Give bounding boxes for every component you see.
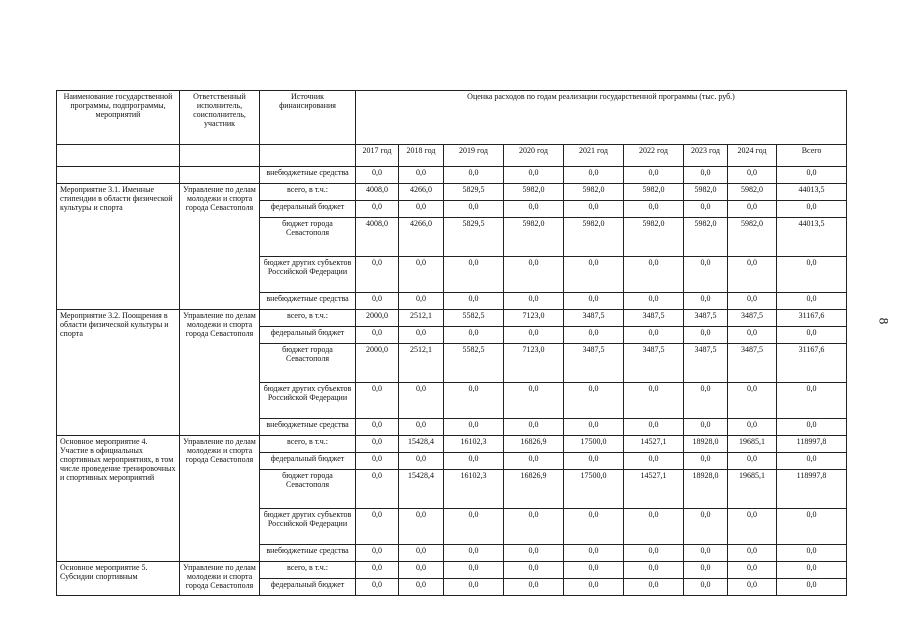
value-cell: 0,0 [564, 509, 624, 545]
value-cell: 0,0 [564, 562, 624, 579]
value-cell: 0,0 [728, 545, 777, 562]
value-cell: 0,0 [356, 436, 399, 453]
value-cell: 5829,5 [444, 218, 504, 257]
value-cell: 0,0 [624, 509, 684, 545]
value-cell: 0,0 [564, 453, 624, 470]
total-cell: 31167,6 [777, 310, 847, 327]
year-header: 2024 год [728, 145, 777, 167]
value-cell: 0,0 [624, 293, 684, 310]
value-cell: 0,0 [399, 509, 444, 545]
year-header: 2017 год [356, 145, 399, 167]
year-header: 2019 год [444, 145, 504, 167]
value-cell: 0,0 [504, 509, 564, 545]
value-cell: 5829,5 [444, 184, 504, 201]
value-cell: 0,0 [728, 293, 777, 310]
value-cell: 5982,0 [564, 218, 624, 257]
value-cell: 14527,1 [624, 436, 684, 453]
value-cell: 2000,0 [356, 344, 399, 383]
value-cell: 0,0 [399, 545, 444, 562]
value-cell: 2000,0 [356, 310, 399, 327]
value-cell: 0,0 [399, 201, 444, 218]
total-cell: 44013,5 [777, 184, 847, 201]
executor-cell: Управление по делам молодежи и спорта города Севастополя [180, 184, 260, 310]
value-cell: 2512,1 [399, 344, 444, 383]
year-header: 2022 год [624, 145, 684, 167]
value-cell: 0,0 [624, 579, 684, 596]
value-cell: 0,0 [728, 419, 777, 436]
value-cell: 0,0 [728, 327, 777, 344]
value-cell: 0,0 [504, 201, 564, 218]
value-cell: 16102,3 [444, 436, 504, 453]
header-estimate: Оценка расходов по годам реализации государственной программы (тыс. руб.) [356, 91, 847, 145]
value-cell: 0,0 [684, 327, 728, 344]
value-cell: 0,0 [399, 453, 444, 470]
header-exec: Ответственный исполнитель, соисполнитель, участник [180, 91, 260, 145]
table-row [57, 184, 847, 201]
years-row [57, 145, 847, 167]
value-cell: 0,0 [504, 293, 564, 310]
value-cell: 5982,0 [624, 184, 684, 201]
value-cell: 0,0 [504, 579, 564, 596]
total-cell: 0,0 [777, 201, 847, 218]
value-cell: 0,0 [684, 257, 728, 293]
value-cell: 0,0 [444, 167, 504, 184]
value-cell: 5982,0 [504, 218, 564, 257]
value-cell: 14527,1 [624, 470, 684, 509]
year-header: 2023 год [684, 145, 728, 167]
value-cell: 2512,1 [399, 310, 444, 327]
value-cell: 0,0 [684, 579, 728, 596]
value-cell: 0,0 [728, 167, 777, 184]
year-header: 2018 год [399, 145, 444, 167]
source-cell: всего, в т.ч.: [260, 562, 356, 579]
value-cell: 0,0 [564, 545, 624, 562]
value-cell: 0,0 [504, 327, 564, 344]
value-cell: 0,0 [356, 293, 399, 310]
value-cell: 0,0 [444, 257, 504, 293]
value-cell: 0,0 [624, 327, 684, 344]
total-cell: 0,0 [777, 579, 847, 596]
value-cell: 0,0 [356, 579, 399, 596]
value-cell: 18928,0 [684, 470, 728, 509]
source-cell: внебюджетные средства [260, 293, 356, 310]
value-cell: 0,0 [624, 383, 684, 419]
value-cell: 5982,0 [728, 184, 777, 201]
value-cell: 0,0 [504, 383, 564, 419]
total-cell: 0,0 [777, 383, 847, 419]
value-cell: 0,0 [444, 419, 504, 436]
source-cell: федеральный бюджет [260, 327, 356, 344]
empty-cell [57, 145, 180, 167]
value-cell: 0,0 [399, 579, 444, 596]
value-cell: 5982,0 [504, 184, 564, 201]
value-cell: 0,0 [728, 201, 777, 218]
value-cell: 0,0 [624, 545, 684, 562]
source-cell: всего, в т.ч.: [260, 184, 356, 201]
value-cell: 0,0 [684, 293, 728, 310]
value-cell: 0,0 [356, 327, 399, 344]
value-cell: 5582,5 [444, 310, 504, 327]
value-cell: 7123,0 [504, 344, 564, 383]
table-row [57, 310, 847, 327]
value-cell: 0,0 [564, 201, 624, 218]
header-source: Источник финансирования [260, 91, 356, 145]
value-cell: 0,0 [504, 257, 564, 293]
value-cell: 4266,0 [399, 184, 444, 201]
total-cell: 118997,8 [777, 436, 847, 453]
value-cell: 16826,9 [504, 470, 564, 509]
value-cell: 4008,0 [356, 218, 399, 257]
source-cell: всего, в т.ч.: [260, 310, 356, 327]
value-cell: 15428,4 [399, 470, 444, 509]
value-cell: 0,0 [444, 293, 504, 310]
value-cell: 0,0 [399, 257, 444, 293]
value-cell: 0,0 [356, 545, 399, 562]
value-cell: 0,0 [399, 327, 444, 344]
value-cell: 0,0 [564, 257, 624, 293]
value-cell: 0,0 [624, 419, 684, 436]
total-cell: 0,0 [777, 453, 847, 470]
source-cell: бюджет города Севастополя [260, 344, 356, 383]
total-cell: 0,0 [777, 419, 847, 436]
value-cell: 0,0 [624, 562, 684, 579]
value-cell: 0,0 [624, 201, 684, 218]
source-cell: бюджет других субъектов Российской Федерации [260, 509, 356, 545]
total-cell: 118997,8 [777, 470, 847, 509]
table-body [57, 91, 847, 596]
table-row [57, 436, 847, 453]
value-cell: 0,0 [356, 470, 399, 509]
empty-cell [260, 145, 356, 167]
table-row [57, 562, 847, 579]
program-name-cell: Основное мероприятие 4. Участие в официальных спортивных мероприятиях, в том числе проведение тренировочных и спортивных мероприятий [57, 436, 180, 562]
source-cell: внебюджетные средства [260, 545, 356, 562]
budget-table [56, 90, 847, 596]
value-cell: 0,0 [356, 167, 399, 184]
program-name-cell: Основное мероприятие 5. Субсидии спортивным [57, 562, 180, 596]
value-cell: 0,0 [444, 201, 504, 218]
source-cell: всего, в т.ч.: [260, 436, 356, 453]
value-cell: 16826,9 [504, 436, 564, 453]
value-cell: 0,0 [728, 453, 777, 470]
value-cell: 7123,0 [504, 310, 564, 327]
value-cell: 0,0 [444, 509, 504, 545]
value-cell: 0,0 [444, 562, 504, 579]
year-header: 2021 год [564, 145, 624, 167]
value-cell: 0,0 [356, 562, 399, 579]
value-cell: 0,0 [444, 579, 504, 596]
value-cell: 0,0 [356, 383, 399, 419]
value-cell: 5582,5 [444, 344, 504, 383]
header-name: Наименование государственной программы, подпрограммы, мероприятий [57, 91, 180, 145]
value-cell: 0,0 [728, 579, 777, 596]
value-cell: 5982,0 [684, 218, 728, 257]
value-cell: 0,0 [399, 383, 444, 419]
value-cell: 0,0 [399, 293, 444, 310]
total-cell: 0,0 [777, 545, 847, 562]
source-cell: федеральный бюджет [260, 579, 356, 596]
total-cell: 0,0 [777, 327, 847, 344]
value-cell: 19685,1 [728, 436, 777, 453]
value-cell: 0,0 [356, 257, 399, 293]
value-cell: 0,0 [684, 545, 728, 562]
value-cell: 17500,0 [564, 436, 624, 453]
value-cell: 0,0 [564, 167, 624, 184]
value-cell: 0,0 [504, 545, 564, 562]
total-cell: 44013,5 [777, 218, 847, 257]
value-cell: 0,0 [624, 257, 684, 293]
value-cell: 0,0 [504, 419, 564, 436]
total-cell: 0,0 [777, 257, 847, 293]
value-cell: 0,0 [564, 383, 624, 419]
value-cell: 0,0 [624, 167, 684, 184]
value-cell: 5982,0 [728, 218, 777, 257]
value-cell: 16102,3 [444, 470, 504, 509]
value-cell: 0,0 [684, 562, 728, 579]
value-cell: 0,0 [504, 562, 564, 579]
value-cell: 0,0 [399, 562, 444, 579]
value-cell: 0,0 [728, 383, 777, 419]
value-cell: 0,0 [564, 327, 624, 344]
value-cell: 0,0 [356, 419, 399, 436]
value-cell: 19685,1 [728, 470, 777, 509]
value-cell: 4266,0 [399, 218, 444, 257]
value-cell: 0,0 [684, 509, 728, 545]
value-cell: 0,0 [624, 453, 684, 470]
source-cell: внебюджетные средства [260, 167, 356, 184]
value-cell: 3487,5 [624, 344, 684, 383]
value-cell: 0,0 [504, 453, 564, 470]
source-cell: федеральный бюджет [260, 201, 356, 218]
source-cell: бюджет других субъектов Российской Федерации [260, 257, 356, 293]
value-cell: 3487,5 [684, 344, 728, 383]
source-cell: федеральный бюджет [260, 453, 356, 470]
executor-cell: Управление по делам молодежи и спорта города Севастополя [180, 562, 260, 596]
empty-cell [57, 167, 180, 184]
source-cell: бюджет города Севастополя [260, 218, 356, 257]
value-cell: 5982,0 [564, 184, 624, 201]
value-cell: 0,0 [684, 419, 728, 436]
value-cell: 0,0 [728, 509, 777, 545]
value-cell: 0,0 [444, 327, 504, 344]
value-cell: 0,0 [564, 293, 624, 310]
value-cell: 0,0 [564, 579, 624, 596]
empty-cell [180, 145, 260, 167]
value-cell: 0,0 [399, 419, 444, 436]
table-row [57, 167, 847, 184]
value-cell: 15428,4 [399, 436, 444, 453]
value-cell: 0,0 [399, 167, 444, 184]
value-cell: 3487,5 [624, 310, 684, 327]
source-cell: бюджет других субъектов Российской Федерации [260, 383, 356, 419]
value-cell: 17500,0 [564, 470, 624, 509]
value-cell: 0,0 [684, 453, 728, 470]
value-cell: 5982,0 [684, 184, 728, 201]
executor-cell: Управление по делам молодежи и спорта города Севастополя [180, 310, 260, 436]
value-cell: 0,0 [728, 562, 777, 579]
value-cell: 0,0 [356, 509, 399, 545]
value-cell: 4008,0 [356, 184, 399, 201]
executor-cell: Управление по делам молодежи и спорта города Севастополя [180, 436, 260, 562]
value-cell: 3487,5 [564, 310, 624, 327]
value-cell: 3487,5 [728, 310, 777, 327]
value-cell: 0,0 [444, 545, 504, 562]
total-cell: 0,0 [777, 509, 847, 545]
value-cell: 0,0 [444, 383, 504, 419]
value-cell: 5982,0 [624, 218, 684, 257]
year-header: 2020 год [504, 145, 564, 167]
value-cell: 0,0 [356, 453, 399, 470]
source-cell: внебюджетные средства [260, 419, 356, 436]
value-cell: 3487,5 [684, 310, 728, 327]
empty-cell [180, 167, 260, 184]
value-cell: 0,0 [728, 257, 777, 293]
value-cell: 0,0 [564, 419, 624, 436]
value-cell: 18928,0 [684, 436, 728, 453]
program-name-cell: Мероприятие 3.2. Поощрения в области физической культуры и спорта [57, 310, 180, 436]
value-cell: 0,0 [777, 167, 847, 184]
header-row [57, 91, 847, 145]
value-cell: 0,0 [444, 453, 504, 470]
program-name-cell: Мероприятие 3.1. Именные стипендии в области физической культуры и спорта [57, 184, 180, 310]
value-cell: 0,0 [684, 167, 728, 184]
value-cell: 0,0 [356, 201, 399, 218]
value-cell: 0,0 [504, 167, 564, 184]
source-cell: бюджет города Севастополя [260, 470, 356, 509]
total-header: Всего [777, 145, 847, 167]
total-cell: 0,0 [777, 562, 847, 579]
total-cell: 31167,6 [777, 344, 847, 383]
value-cell: 3487,5 [564, 344, 624, 383]
value-cell: 3487,5 [728, 344, 777, 383]
value-cell: 0,0 [684, 201, 728, 218]
total-cell: 0,0 [777, 293, 847, 310]
value-cell: 0,0 [684, 383, 728, 419]
page-number: 8 [876, 317, 892, 325]
